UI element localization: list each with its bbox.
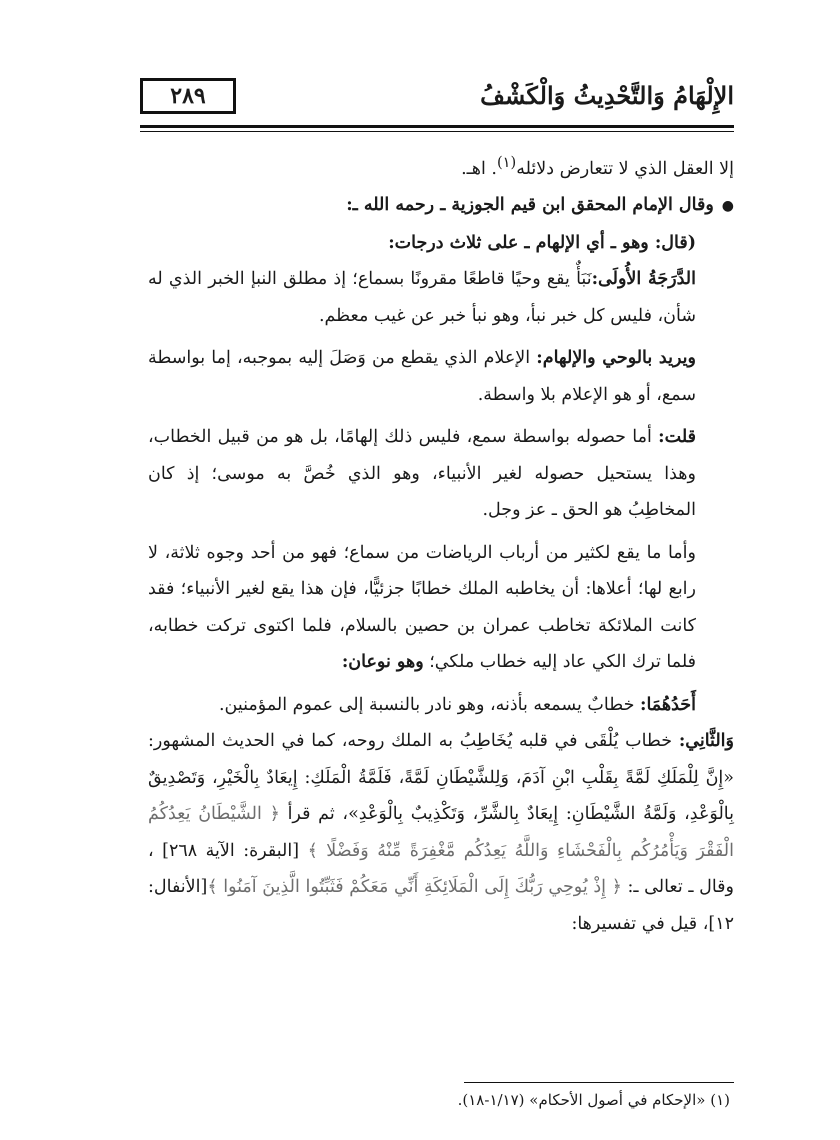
paragraph-3: (قال: وهو ـ أي الإلهام ـ على ثلاث درجات:: [388, 232, 696, 253]
paragraph-4: الدَّرَجَةُ الأُولَى:نَبَأٌ يقع وحيًا قاطعًا مقرونًا بسماع؛ إذ مطلق النبإ الخبر الذي له شأن، فليس كل خبر نبأ، وهو نبأ خبر عن غيب معظم.: [148, 269, 696, 326]
term-lead: ويريد بالوحي والإلهام:: [536, 348, 696, 369]
term-lead: قلت:: [658, 427, 696, 448]
header-rule-thick: [140, 125, 734, 128]
paragraph-6: قلت: أما حصوله بواسطة سمع، فليس ذلك إلهامًا، بل هو من قبيل الخطاب، وهذا يستحيل حصوله لغير الأنبياء، وهو الذي خُصَّ به موسى؛ إذ كان المخاطِبُ هو الحق ـ عز وجل.: [148, 427, 696, 521]
paragraph-8: أَحَدُهُمَا: خطابٌ يسمعه بأذنه، وهو نادر بالنسبة إلى عموم المؤمنين.: [218, 694, 696, 715]
paragraph-2: ●وقال الإمام المحقق ابن قيم الجوزية ـ رحمه الله ـ:: [346, 195, 734, 216]
paragraph-1: إلا العقل الذي لا تتعارض دلائله$^{(١)}$. اهـ.: [461, 154, 734, 179]
term-lead: الدَّرَجَةُ الأُولَى:: [591, 269, 696, 290]
main-text: [148, 145, 734, 942]
footnote: (١) «الإحكام في أصول الأحكام» (١/١٧-١٨).: [457, 1091, 730, 1109]
page-header: [140, 78, 734, 120]
quran-verse: ﴿ إِذْ يُوحِي رَبُّكَ إِلَى الْمَلَائِكَةِ أَنِّي مَعَكُمْ فَثَبِّتُوا الَّذِينَ آمَنُوا ﴾: [207, 877, 622, 898]
bullet-icon: ●: [721, 198, 734, 215]
running-title: الإِلْهَامُ وَالتَّحْدِيثُ وَالْكَشْفُ: [480, 81, 734, 110]
quran-verse: ﴿ الشَّيْطَانُ يَعِدُكُمُ الْفَقْرَ وَيَأْمُرُكُم بِالْفَحْشَاءِ وَاللَّهُ يَعِدُكُم مَّغْفِرَةً مِّنْهُ وَفَضْلًا ﴾: [148, 804, 734, 861]
footnote-rule: [464, 1082, 734, 1083]
header-rule-thin: [140, 131, 734, 132]
paragraph-9: وَالثَّانِي: خطاب يُلْقَى في قلبه يُخَاطِبُ به الملك روحه، كما في الحديث المشهور: «إِنَّ لِلْمَلَكِ لَمَّةً بِقَلْبِ ابْنِ آدَمَ، وَلِلشَّيْطَانِ لَمَّةً، فَلَمَّةُ الْمَلَكِ: إِيعَادٌ بِالْخَيْرِ، وَتَصْدِيقٌ بِالْوَعْدِ، وَلَمَّةُ الشَّيْطَانِ: إِيعَادٌ بِالشَّرِّ، وَتَكْذِيبٌ بِالْوَعْدِ»، ثم قرأ ﴿ الشَّيْطَانُ يَعِدُكُمُ الْفَقْرَ وَيَأْمُرُكُم بِالْفَحْشَاءِ وَاللَّهُ يَعِدُكُم مَّغْفِرَةً مِّنْهُ وَفَضْلًا ﴾ [البقرة: الآية ٢٦٨] ، وقال ـ تعالى ـ: ﴿ إِذْ يُوحِي رَبُّكَ إِلَى الْمَلَائِكَةِ أَنِّي مَعَكُمْ فَثَبِّتُوا الَّذِينَ آمَنُوا ﴾[الأنفال: ١٢]، قيل في تفسيرها:: [148, 731, 734, 934]
paragraph-7: وأما ما يقع لكثير من أرباب الرياضات من سماع؛ فهو من أحد وجوه ثلاثة، لا رابع لها؛ أعلاها: أن يخاطبه الملك خطابًا جزئيًّا، فإن هذا يقع لغير الأنبياء؛ فقد كانت الملائكة تخاطب عمران بن حصين بالسلام، فلما اكتوى تركت خطابه، فلما ترك الكي عاد إليه خطاب ملكي؛ وهو نوعان:: [148, 542, 696, 673]
term-lead: وَالثَّانِي:: [678, 731, 734, 752]
page-number: ٢٨٩: [140, 78, 236, 114]
term-lead: أَحَدُهُمَا:: [639, 694, 696, 715]
footnote-ref: (١): [496, 154, 517, 171]
paragraph-5: ويريد بالوحي والإلهام: الإعلام الذي يقطع من وَصَلَ إليه بموجبه، إما بواسطة سمع، أو هو الإعلام بلا واسطة.: [148, 348, 696, 405]
